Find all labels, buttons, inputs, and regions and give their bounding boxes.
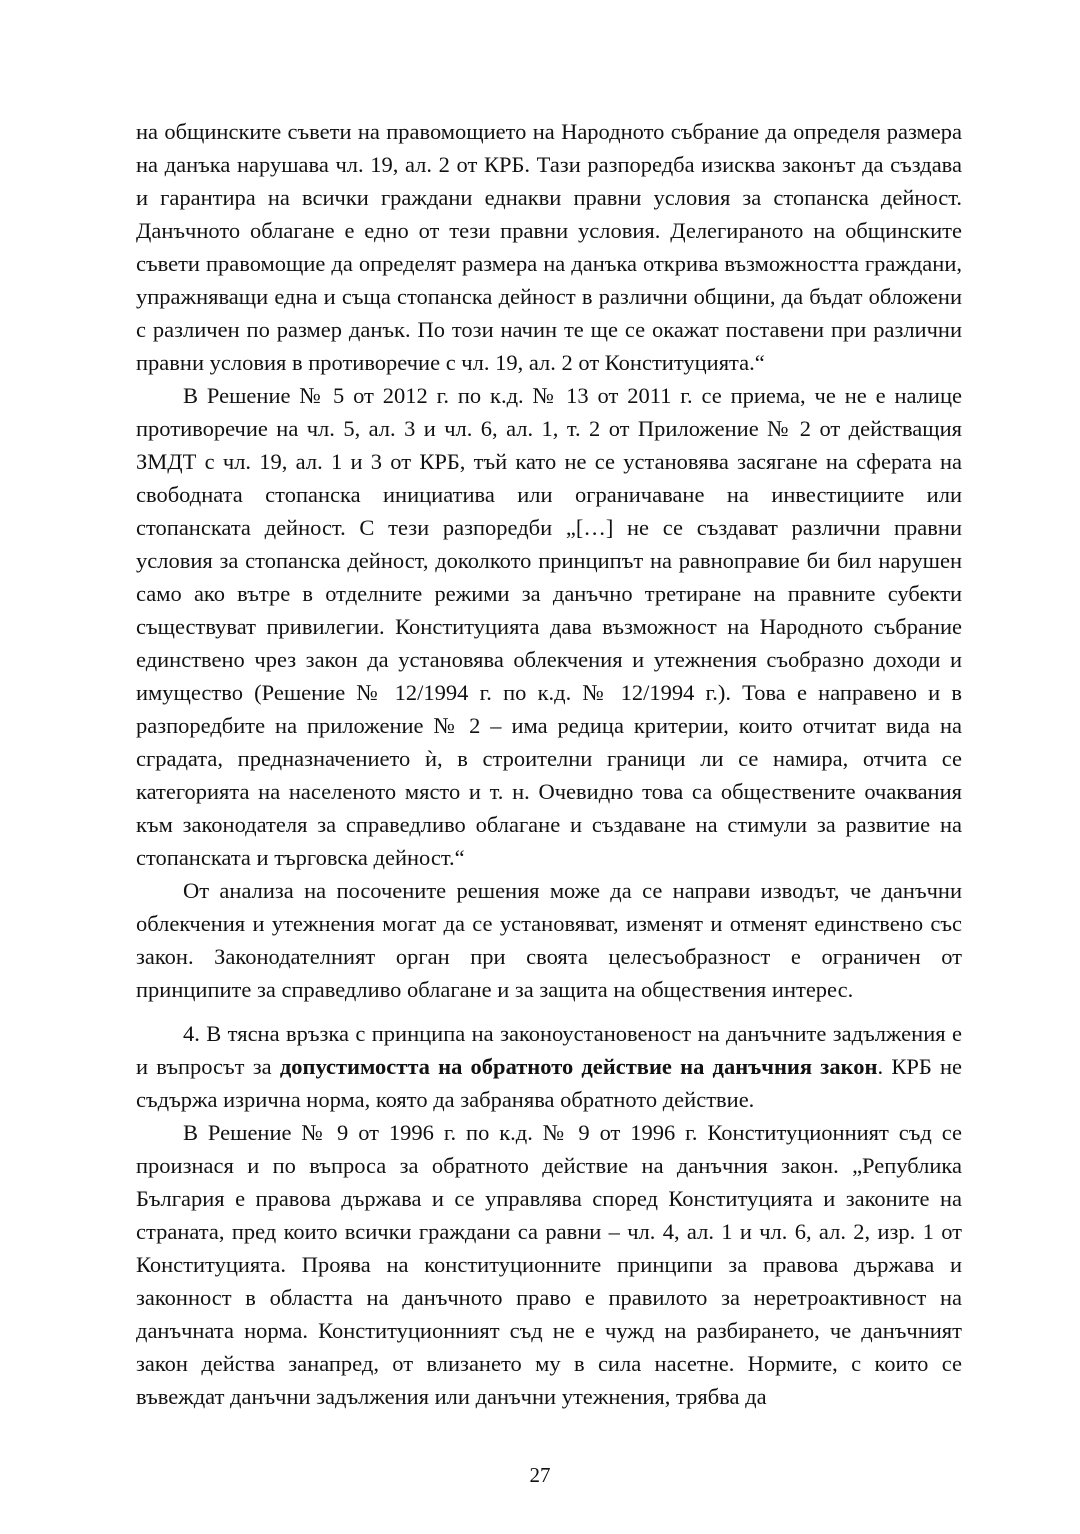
paragraph-conclusion: От анализа на посочените решения може да се направи изводът, че данъчни облекчения и утежнения могат да се установяват, изменят и отменят единствено със закон. Законодателният орган при своята целесъобразност е ограничен от принципите за справедливо облагане и за защита на обществения интерес.: [136, 878, 962, 1002]
text-block-upper: [136, 115, 962, 1006]
section-4-intro: 4. В тясна връзка с принципа на законоустановеност на данъчните задължения е и въпросът за: [136, 1021, 962, 1079]
paragraph-section-4: [136, 1017, 962, 1116]
page-number: 27: [529, 1463, 551, 1487]
section-4-bold-term: допустимостта на обратното действие на данъчния закон: [279, 1054, 878, 1079]
paragraph-decision-9-1996: В Решение № 9 от 1996 г. по к.д. № 9 от 1996 г. Конституционният съд се произнася и по въпроса за обратното действие на данъчния закон. „Република България е правова държава и се управлява според Конституцията и законите на страната, пред които всички граждани са равни – чл. 4, ал. 1 и чл. 6, ал. 2, изр. 1 от Конституцията. Проява на конституционните принципи за правова държава и законност в областта на данъчното право е правилото за неретроактивност на данъчната норма. Конституционният съд не е чужд на разбирането, че данъчният закон действа занапред, от влизането му в сила насетне. Нормите, с които се въвеждат данъчни задължения или данъчни утежнения, трябва да: [136, 1120, 962, 1409]
text-block-section-4: [136, 1017, 962, 1413]
paragraph-decision-5-2012: В Решение № 5 от 2012 г. по к.д. № 13 от 2011 г. се приема, че не е налице противоречие на чл. 5, ал. 3 и чл. 6, ал. 1, т. 2 от Приложение № 2 от действащия ЗМДТ с чл. 19, ал. 1 и 3 от КРБ, тъй като не се установява засягане на сферата на свободната стопанска инициатива или ограничаване на инвестициите или стопанската дейност. С тези разпоредби „[…] не се създават различни правни условия за стопанска дейност, доколкото принципът на равноправие би бил нарушен само ако вътре в отделните режими за данъчно третиране на правните субекти съществуват привилегии. Конституцията дава възможност на Народното събрание единствено чрез закон да установява облекчения и утежнения съобразно доходи и имущество (Решение № 12/1994 г. по к.д. № 12/1994 г.). Това е направено и в разпоредбите на приложение № 2 – има редица критерии, които отчитат вида на сградата, предназначението ѝ, в строителни граници ли се намира, отчита се категорията на населеното място и т. н. Очевидно това са обществените очаквания към законодателя за справедливо облагане и създаване на стимули за развитие на стопанската и търговска дейност.“: [136, 383, 962, 870]
section-4-outro: . КРБ не съдържа изрична норма, която да забранява обратното действие.: [136, 1054, 963, 1112]
paragraph-continuation: на общинските съвети на правомощието на Народното събрание да определя размера на данъка нарушава чл. 19, ал. 2 от КРБ. Тази разпоредба изисква законът да създава и гарантира на всички граждани еднакви правни условия за стопанска дейност. Данъчното облагане е едно от тези правни условия. Делегираното на общинските съвети правомощие да определят размера на данъка открива възможността граждани, упражняващи една и съща стопанска дейност в различни общини, да бъдат обложени с различен по размер данък. По този начин те ще се окажат поставени при различни правни условия в противоречие с чл. 19, ал. 2 от Конституцията.“: [136, 119, 962, 375]
